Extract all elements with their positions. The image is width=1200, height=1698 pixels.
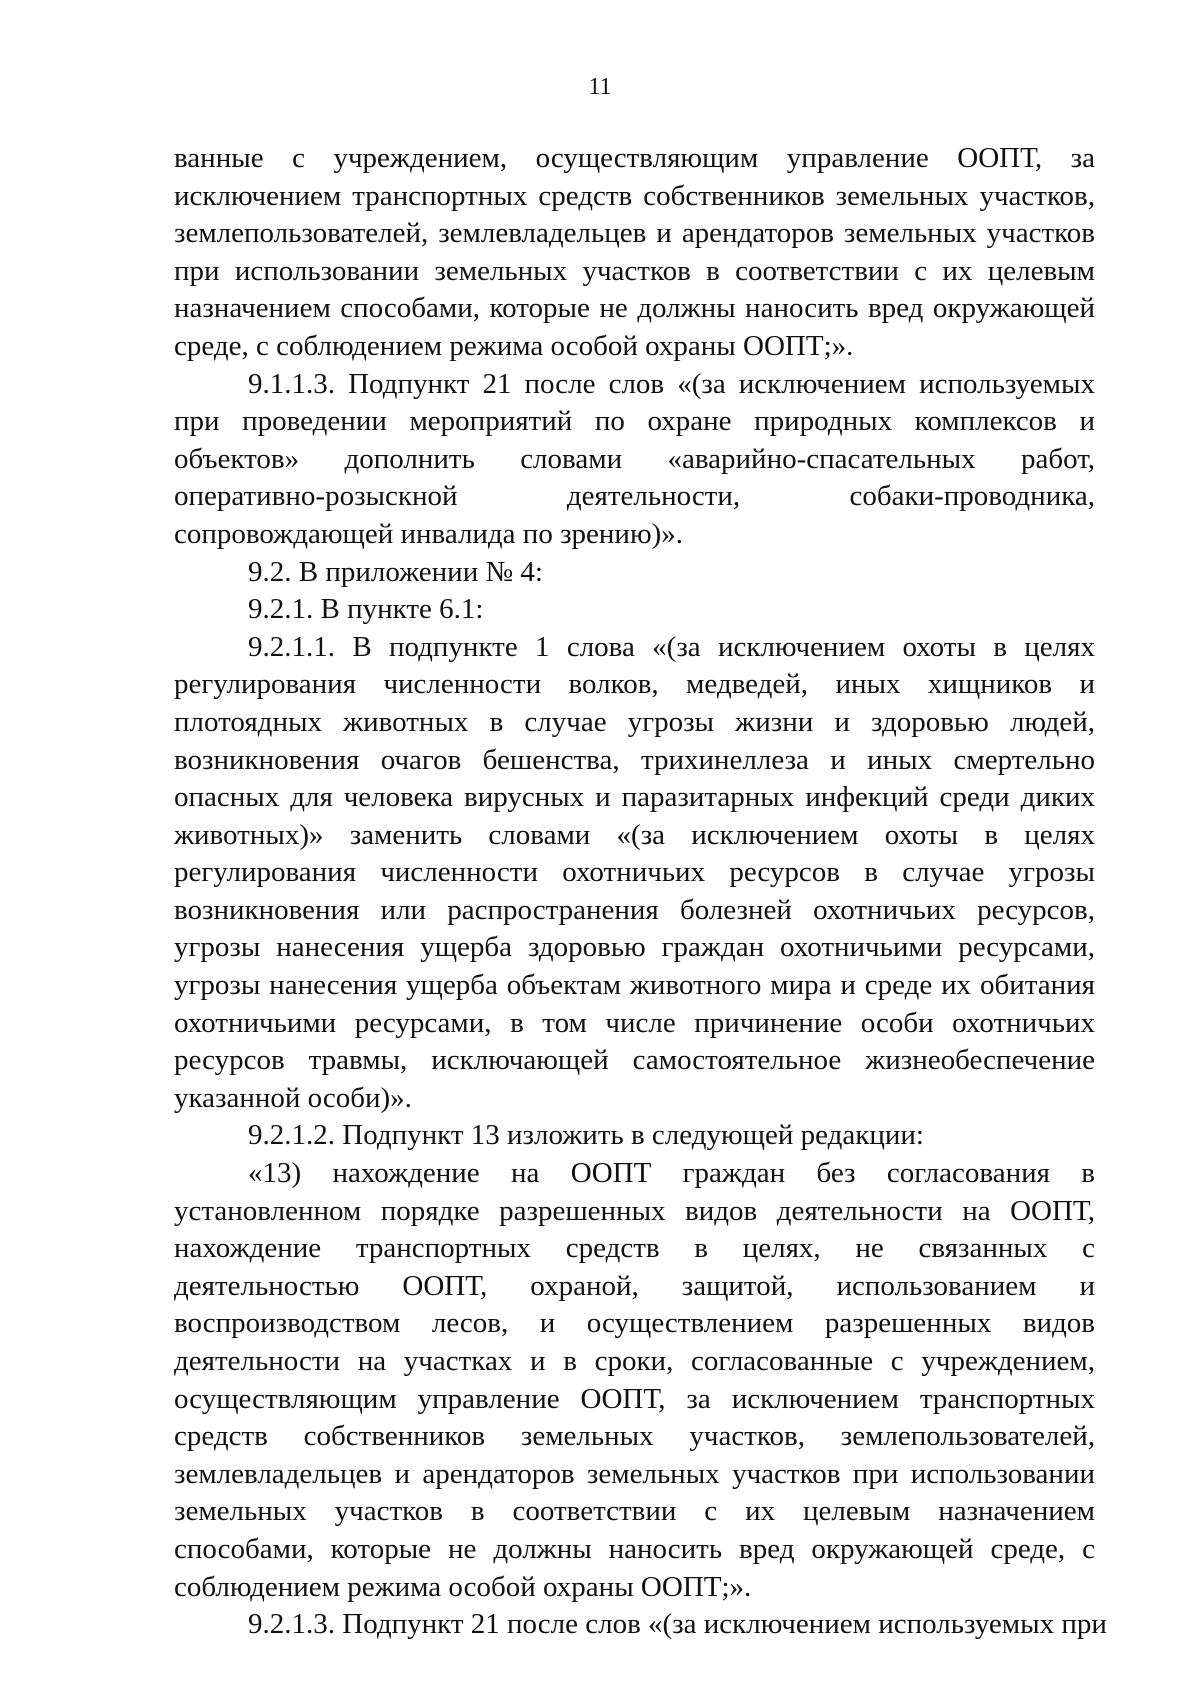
paragraph-9-2-1: 9.2.1. В пункте 6.1: [248,593,484,626]
paragraph-9-2: 9.2. В приложении № 4: [248,555,543,588]
paragraph-9-1-1-3: 9.1.1.3. Подпункт 21 после слов «(за исключением используемых при проведении мероприятий по охране природных комплексов и объектов» дополнить словами «аварийно-спасательных работ, оперативно-розыскной деятельности, собаки-проводника, сопровождающей инвалида по зрению)». [174,367,1095,550]
paragraph-9-2-1-1: 9.2.1.1. В подпункте 1 слова «(за исключением охоты в целях регулирования численности волков, медведей, иных хищников и плотоядных животных в случае угрозы жизни и здоровью людей, возникновения очагов бешенства, трихинеллеза и иных смертельно опасных для человека вирусных и паразитарных инфекций среди диких животных)» заменить словами «(за исключением охоты в целях регулирования численности охотничьих ресурсов в случае угрозы возникновения или распространения болезней охотничьих ресурсов, угрозы нанесения ущерба здоровью граждан охотничьими ресурсами, угрозы нанесения ущерба объектам животного мира и среде их обитания охотничьими ресурсами, в том числе причинение особи охотничьих ресурсов травмы, исключающей самостоятельное жизнеобеспечение указанной особи)». [174,630,1095,1114]
paragraph-9-2-1-2: 9.2.1.2. Подпункт 13 изложить в следующей редакции: [248,1119,924,1152]
paragraph-9-2-1-3: 9.2.1.3. Подпункт 21 после слов «(за исключением используемых при [248,1608,1107,1641]
page-number: 11 [588,74,612,100]
paragraph-subitem-13: «13) нахождение на ООПТ граждан без согласования в установленном порядке разрешенных видов деятельности на ООПТ, нахождение транспортных средств в целях, не связанных с деятельностью ООПТ, охраной, защитой, использованием и воспроизводством лесов, и осуществлением разрешенных видов деятельности на участках и в сроки, согласованные с учреждением, осуществляющим управление ООПТ, за исключением транспортных средств собственников земельных участков, землепользователей, землевладельцев и арендаторов земельных участков при использовании земельных участков в соответствии с их целевым назначением способами, которые не должны наносить вред окружающей среде, с соблюдением режима особой охраны ООПТ;». [174,1157,1095,1603]
document-body [174,140,1107,1644]
paragraph-continuation: ванные с учреждением, осуществляющим управление ООПТ, за исключением транспортных средств собственников земельных участков, землепользователей, землевладельцев и арендаторов земельных участков при использовании земельных участков в соответствии с их целевым назначением способами, которые не должны наносить вред окружающей среде, с соблюдением режима особой охраны ООПТ;». [174,142,1095,362]
